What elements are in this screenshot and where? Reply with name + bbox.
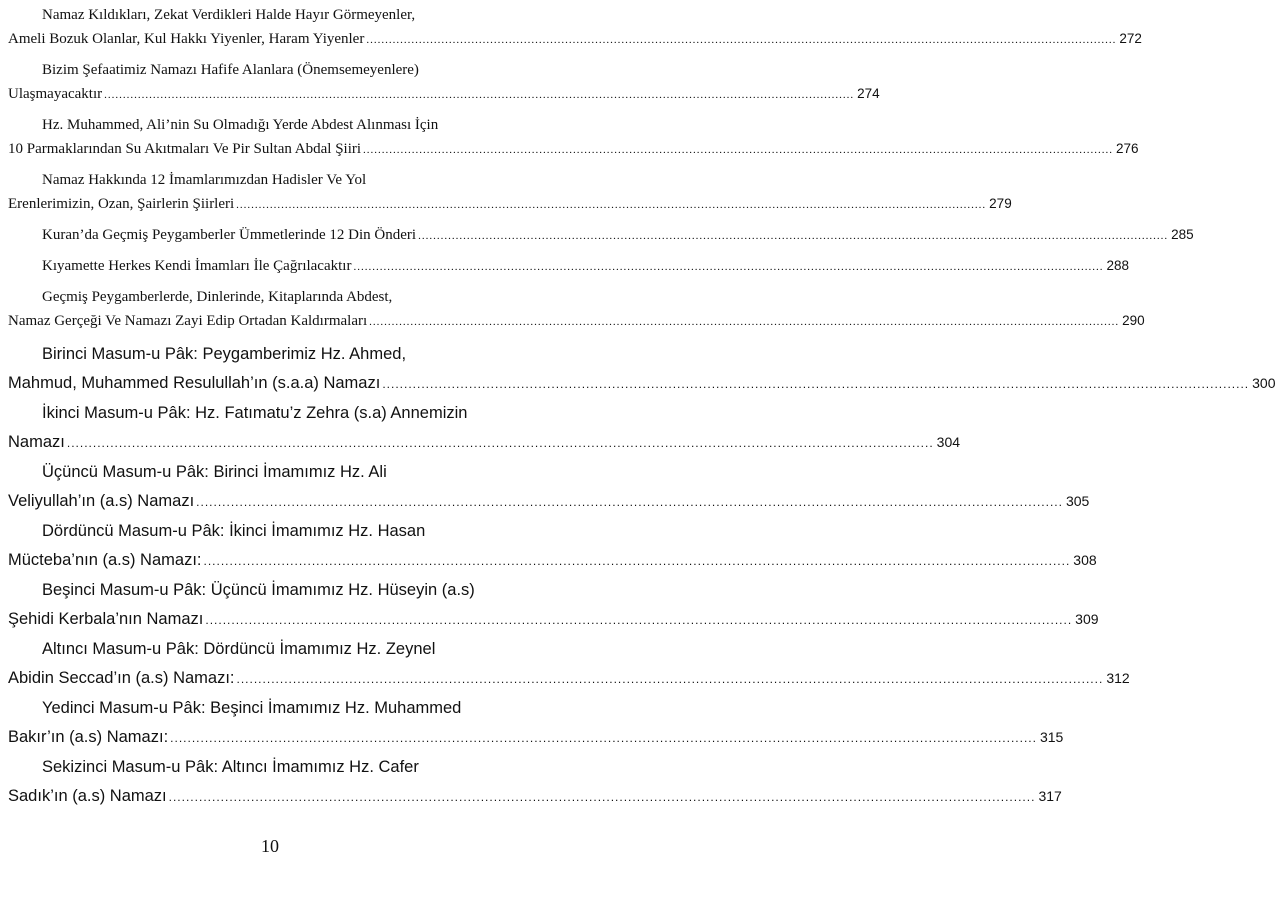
toc-page-number: 315	[1039, 729, 1064, 745]
toc-entry-title: Sekizinci Masum-u Pâk: Altıncı İmamımız Hz. Cafer	[42, 758, 419, 776]
toc-page-number: 308	[1073, 552, 1097, 568]
toc-entry-line	[8, 694, 511, 723]
toc-entry	[8, 285, 1145, 334]
toc-entry-title: Üçüncü Masum-u Pâk: Birinci İmamımız Hz. Ali	[42, 463, 387, 481]
toc-entry-line	[8, 517, 511, 546]
dot-leader: ........................................................................................................................................................................................................	[203, 554, 1071, 568]
toc-entry-line	[8, 113, 511, 137]
toc-entry-title: Ulaşmayacaktır	[8, 86, 103, 102]
dot-leader: ........................................................................................................................................................................................................	[353, 261, 1104, 273]
toc-page-number: 276	[1116, 141, 1139, 156]
dot-leader: ........................................................................................................................................................................................................	[66, 436, 934, 450]
toc-entry-line	[8, 576, 511, 605]
toc-page-number: 285	[1171, 227, 1194, 242]
toc-entry-title: Altıncı Masum-u Pâk: Dördüncü İmamımız Hz. Zeynel	[42, 640, 436, 658]
toc-entry	[8, 254, 1129, 279]
toc-entry-title: Sadık’ın (a.s) Namazı	[8, 787, 167, 805]
dot-leader: ........................................................................................................................................................................................................	[196, 495, 1063, 509]
toc-entry	[8, 340, 1275, 399]
toc-entry-title: 10 Parmaklarından Su Akıtmaları Ve Pir Sultan Abdal Şiiri	[8, 141, 362, 157]
toc-entry	[8, 223, 1194, 248]
dot-leader: ........................................................................................................................................................................................................	[170, 731, 1037, 745]
toc-entry-title: Mücteba’nın (a.s) Namazı:	[8, 551, 202, 569]
toc-entry-line	[8, 664, 1130, 694]
toc-entry-title: Şehidi Kerbala’nın Namazı	[8, 610, 204, 628]
toc-page-number: 300	[1252, 375, 1275, 391]
dot-leader: ........................................................................................................................................................................................................	[366, 34, 1117, 46]
toc-entry-title: Bizim Şefaatimiz Namazı Hafife Alanlara (Önemsemeyenlere)	[42, 62, 419, 78]
toc-page-number: 317	[1038, 788, 1062, 804]
toc-page-number: 288	[1106, 258, 1129, 273]
toc-entry-title: Namaz Hakkında 12 İmamlarımızdan Hadisler Ve Yol	[42, 172, 367, 188]
toc-entry-line	[8, 309, 1145, 334]
toc-entry-title: Namaz Gerçeği Ve Namazı Zayi Edip Ortadan Kaldırmaları	[8, 313, 368, 329]
toc-entry-line	[8, 58, 511, 82]
toc-page-number: 312	[1106, 670, 1130, 686]
toc-entry-title: Bakır’ın (a.s) Namazı:	[8, 728, 169, 746]
toc-entry-title: Geçmiş Peygamberlerde, Dinlerinde, Kitaplarında Abdest,	[42, 289, 393, 305]
dot-leader: ........................................................................................................................................................................................................	[382, 377, 1250, 391]
toc-page-number: 279	[989, 196, 1012, 211]
toc-entry-title: Dördüncü Masum-u Pâk: İkinci İmamımız Hz. Hasan	[42, 522, 426, 540]
dot-leader: ........................................................................................................................................................................................................	[418, 230, 1169, 242]
toc-entry	[8, 168, 1012, 217]
toc-entry-line	[8, 137, 1139, 162]
toc-entry-title: Kıyamette Herkes Kendi İmamları İle Çağrılacaktır	[42, 258, 352, 274]
toc-page-number: 290	[1122, 313, 1145, 328]
toc-entry-line	[8, 399, 511, 428]
toc-entry-line	[8, 458, 511, 487]
toc-entry-title: Mahmud, Muhammed Resulullah’ın (s.a.a) Namazı	[8, 374, 381, 392]
toc-entry-line	[8, 428, 961, 458]
toc-entry	[8, 58, 880, 107]
dot-leader: ........................................................................................................................................................................................................	[205, 613, 1073, 627]
toc-entry	[8, 517, 1097, 576]
toc-entry-line	[8, 285, 511, 309]
toc-entry	[8, 113, 1139, 162]
dot-leader: ........................................................................................................................................................................................................	[363, 144, 1114, 156]
toc-entry-line	[8, 192, 1012, 217]
toc-entry-line	[8, 3, 511, 27]
toc-entry-line	[8, 605, 1099, 635]
toc-entry-line	[8, 223, 1194, 248]
toc-entry-line	[8, 27, 1142, 52]
toc-entry-title: Yedinci Masum-u Pâk: Beşinci İmamımız Hz. Muhammed	[42, 699, 462, 717]
toc-entry	[8, 399, 961, 458]
toc-entry-title: Abidin Seccad’ın (a.s) Namazı:	[8, 669, 235, 687]
toc-entry-line	[8, 340, 511, 369]
toc-entry-title: Veliyullah’ın (a.s) Namazı	[8, 492, 195, 510]
toc-entry-title: Ameli Bozuk Olanlar, Kul Hakkı Yiyenler, Haram Yiyenler	[8, 31, 365, 47]
toc-entry-line	[8, 782, 1062, 812]
toc-entry-line	[8, 82, 880, 107]
toc-entry-line	[8, 487, 1090, 517]
toc-page-number: 309	[1075, 611, 1099, 627]
toc-entry-line	[8, 369, 1275, 399]
toc-page-number: 272	[1119, 31, 1142, 46]
dot-leader: ........................................................................................................................................................................................................	[168, 790, 1036, 804]
toc-entry	[8, 694, 1064, 753]
toc-entry-title: Hz. Muhammed, Ali’nin Su Olmadığı Yerde Abdest Alınması İçin	[42, 117, 439, 133]
toc-entry-line	[8, 753, 511, 782]
toc-entry-title: Kuran’da Geçmiş Peygamberler Ümmetlerinde 12 Din Önderi	[42, 227, 417, 243]
toc-entry	[8, 635, 1130, 694]
toc-entry-line	[8, 254, 1129, 279]
toc-entry-line	[8, 546, 1097, 576]
toc-entry-title: Namazı	[8, 433, 65, 451]
dot-leader: ........................................................................................................................................................................................................	[104, 89, 855, 101]
toc-entry-title: Namaz Kıldıkları, Zekat Verdikleri Halde Hayır Görmeyenler,	[42, 7, 416, 23]
toc-entry	[8, 576, 1099, 635]
table-of-contents	[8, 3, 1275, 812]
toc-entry-line	[8, 168, 511, 192]
toc-entry-title: Beşinci Masum-u Pâk: Üçüncü İmamımız Hz. Hüseyin (a.s)	[42, 581, 475, 599]
toc-entry	[8, 753, 1062, 812]
toc-entry	[8, 458, 1090, 517]
dot-leader: ........................................................................................................................................................................................................	[236, 672, 1104, 686]
dot-leader: ........................................................................................................................................................................................................	[369, 316, 1120, 328]
toc-entry-title: Birinci Masum-u Pâk: Peygamberimiz Hz. Ahmed,	[42, 345, 407, 363]
dot-leader: ........................................................................................................................................................................................................	[236, 199, 987, 211]
toc-entry	[8, 3, 1142, 52]
toc-entry-title: Erenlerimizin, Ozan, Şairlerin Şiirleri	[8, 196, 235, 212]
toc-page-number: 305	[1065, 493, 1090, 509]
toc-page-number: 274	[857, 86, 880, 101]
toc-entry-line	[8, 723, 1064, 753]
toc-entry-line	[8, 635, 511, 664]
page-number: 10	[261, 836, 279, 856]
toc-page-number: 304	[936, 434, 961, 450]
toc-entry-title: İkinci Masum-u Pâk: Hz. Fatımatu’z Zehra (s.a) Annemizin	[42, 404, 468, 422]
